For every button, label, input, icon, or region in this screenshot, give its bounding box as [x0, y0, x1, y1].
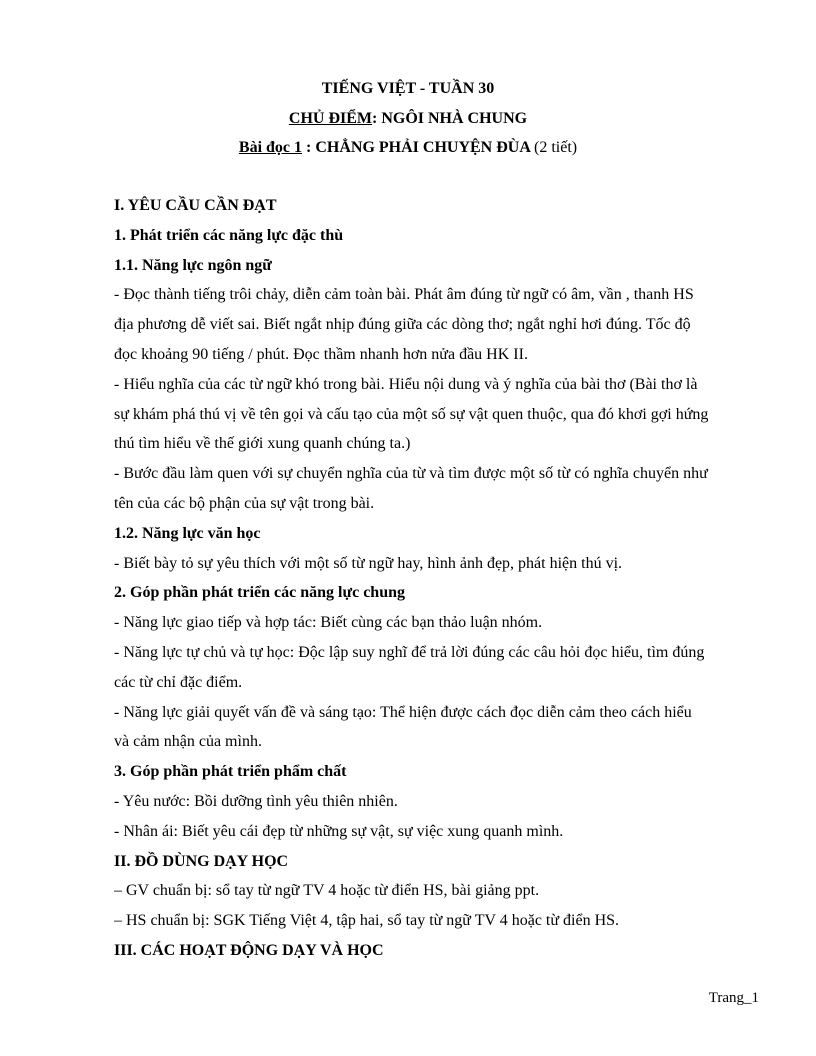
document-title: TIẾNG VIỆT - TUẦN 30 — [321, 80, 495, 97]
body-text-line: tên của các bộ phận của sự vật trong bài. — [114, 494, 375, 512]
lesson-title: : CHẲNG PHẢI CHUYỆN ĐÙA — [302, 139, 535, 156]
body-text-line: đọc khoảng 90 tiếng / phút. Đọc thầm nhanh hơn nửa đầu HK II. — [114, 345, 528, 363]
body-text-line: – GV chuẩn bị: sổ tay từ ngữ TV 4 hoặc từ điển HS, bài giảng ppt. — [114, 882, 540, 900]
document-body — [114, 191, 764, 966]
section-heading: II. ĐỒ DÙNG DẠY HỌC — [114, 852, 289, 870]
topic-value: : NGÔI NHÀ CHUNG — [372, 109, 528, 127]
body-text-line: sự khám phá thú vị về tên gọi và cấu tạo của một số sự vật quen thuộc, qua đó khơi gợi hứng — [114, 405, 709, 423]
body-text-line: - Bước đầu làm quen với sự chuyển nghĩa của từ và tìm được một số từ có nghĩa chuyển như — [114, 465, 708, 483]
topic-label: CHỦ ĐIỂM — [288, 109, 372, 127]
section-heading: III. CÁC HOẠT ĐỘNG DẠY VÀ HỌC — [114, 941, 384, 959]
section-heading: 2. Góp phần phát triển các năng lực chung — [114, 584, 405, 602]
document-header — [0, 74, 816, 163]
body-text-line: - Đọc thành tiếng trôi chảy, diễn cảm toàn bài. Phát âm đúng từ ngữ có âm, vần , thanh HS — [114, 286, 694, 304]
body-text-line: - Năng lực giải quyết vấn đề và sáng tạo: Thể hiện được cách đọc diễn cảm theo cách hiểu — [114, 703, 692, 721]
body-text-line: địa phương dễ viết sai. Biết ngắt nhịp đúng giữa các dòng thơ; ngắt nghỉ hơi đúng. Tốc độ — [114, 316, 691, 334]
body-text-line: - Năng lực tự chủ và tự học: Độc lập suy nghĩ để trả lời đúng các câu hỏi đọc hiểu, tìm đúng — [114, 643, 705, 661]
body-text-line: - Biết bày tỏ sự yêu thích với một số từ ngữ hay, hình ảnh đẹp, phát hiện thú vị. — [114, 554, 623, 572]
section-heading: 1.2. Năng lực văn học — [114, 524, 261, 542]
body-text-line: và cảm nhận của mình. — [114, 733, 262, 751]
body-text-line: thú tìm hiểu về thế giới xung quanh chúng ta.) — [114, 435, 411, 453]
topic-line — [0, 104, 816, 134]
section-heading: 1. Phát triển các năng lực đặc thù — [114, 226, 344, 244]
section-heading: I. YÊU CẦU CẦN ĐẠT — [114, 197, 277, 214]
lesson-label: Bài đọc 1 — [238, 139, 303, 156]
body-text-line: - Nhân ái: Biết yêu cái đẹp từ những sự vật, sự việc xung quanh mình. — [114, 822, 564, 840]
body-text-line: - Hiểu nghĩa của các từ ngữ khó trong bài. Hiểu nội dung và ý nghĩa của bài thơ (Bài thơ là — [114, 375, 698, 393]
body-text-line: - Năng lực giao tiếp và hợp tác: Biết cùng các bạn thảo luận nhóm. — [114, 614, 543, 632]
body-text-line: – HS chuẩn bị: SGK Tiếng Việt 4, tập hai, sổ tay từ ngữ TV 4 hoặc từ điển HS. — [114, 912, 620, 930]
page-number: Trang_1 — [708, 990, 759, 1006]
section-heading: 3. Góp phần phát triển phẩm chất — [114, 763, 347, 781]
lesson-duration: (2 tiết) — [534, 139, 578, 156]
section-heading: 1.1. Năng lực ngôn ngữ — [114, 256, 272, 274]
lesson-line — [0, 133, 816, 163]
body-text-line: - Yêu nước: Bồi dưỡng tình yêu thiên nhiên. — [114, 792, 398, 810]
body-text-line: các từ chỉ đặc điểm. — [114, 673, 243, 691]
